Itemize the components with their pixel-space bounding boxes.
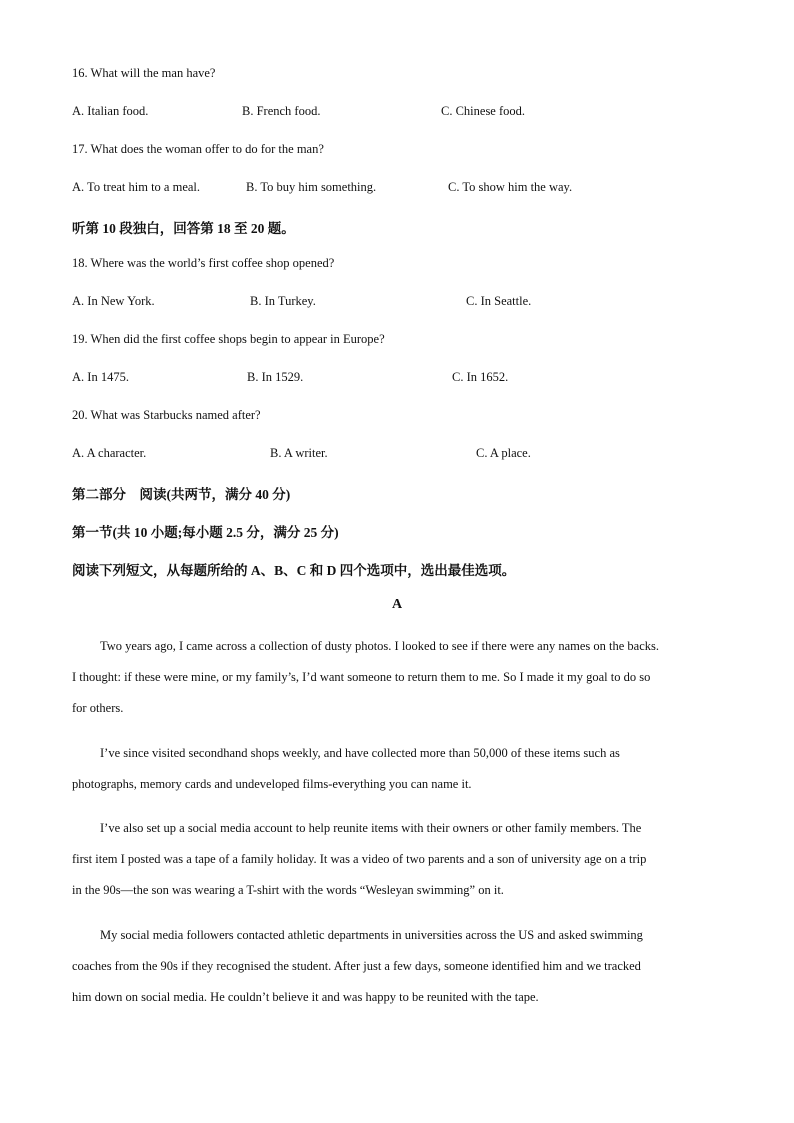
q17-option-b: B. To buy him something.: [246, 180, 377, 194]
paragraph-3-line-3: in the 90s—the son was wearing a T-shirt with the words “Wesleyan swimming” on it.: [72, 883, 504, 897]
paragraph-4: [72, 920, 722, 1013]
paragraph-1-line-3: for others.: [72, 701, 124, 715]
paragraph-3-line-2: first item I posted was a tape of a family holiday. It was a video of two parents and a son of university age on a trip: [72, 852, 647, 866]
paragraph-4-line-2: coaches from the 90s if they recognised the student. After just a few days, someone identified him and we tracked: [72, 959, 641, 973]
q20-option-a: A. A character.: [72, 446, 147, 460]
q19-option-a: A. In 1475.: [72, 370, 129, 384]
question-20: 20. What was Starbucks named after?: [72, 408, 261, 422]
q17-option-a: A. To treat him to a meal.: [72, 180, 201, 194]
q20-option-b: B. A writer.: [270, 446, 328, 460]
q19-option-c: C. In 1652.: [452, 370, 509, 384]
q18-option-b: B. In Turkey.: [250, 294, 316, 308]
paragraph-3: [72, 813, 722, 906]
passage-label: A: [391, 597, 403, 612]
paragraph-1: [72, 631, 722, 724]
paragraph-4-line-1: My social media followers contacted athletic departments in universities across the US and asked swimming: [100, 928, 643, 942]
paragraph-2-line-2: photographs, memory cards and undeveloped films-everything you can name it.: [72, 777, 472, 791]
paragraph-2: [72, 738, 722, 800]
q16-option-a: A. Italian food.: [72, 104, 149, 118]
q19-option-b: B. In 1529.: [247, 370, 304, 384]
paragraph-1-line-1: Two years ago, I came across a collection of dusty photos. I looked to see if there were any names on the backs.: [100, 639, 660, 653]
section-heading-monologue-10: 听第 10 段独白，回答第 18 至 20 题。: [72, 221, 295, 236]
q18-option-a: A. In New York.: [72, 294, 155, 308]
instruction: 阅读下列短文，从每题所给的 A、B、C 和 D 四个选项中，选出最佳选项。: [72, 563, 516, 578]
paragraph-4-line-3: him down on social media. He couldn’t believe it and was happy to be reunited with the tape.: [72, 990, 539, 1004]
q18-option-c: C. In Seattle.: [466, 294, 532, 308]
question-18: 18. Where was the world’s first coffee shop opened?: [72, 256, 335, 270]
q20-option-c: C. A place.: [476, 446, 531, 460]
question-19: 19. When did the first coffee shops begin to appear in Europe?: [72, 332, 385, 346]
paragraph-1-line-2: I thought: if these were mine, or my family’s, I’d want someone to return them to me. So I made it my goal to do so: [72, 670, 651, 684]
question-16: 16. What will the man have?: [72, 66, 216, 80]
q16-option-c: C. Chinese food.: [441, 104, 526, 118]
paragraph-2-line-1: I’ve since visited secondhand shops weekly, and have collected more than 50,000 of these items such as: [100, 746, 620, 760]
paragraph-3-line-1: I’ve also set up a social media account to help reunite items with their owners or other family members. The: [100, 821, 642, 835]
question-17: 17. What does the woman offer to do for the man?: [72, 142, 324, 156]
q17-option-c: C. To show him the way.: [448, 180, 573, 194]
part2-heading: 第二部分 阅读(共两节，满分 40 分): [72, 487, 291, 502]
section1-heading: 第一节(共 10 小题;每小题 2.5 分，满分 25 分): [72, 525, 339, 540]
q16-option-b: B. French food.: [242, 104, 321, 118]
